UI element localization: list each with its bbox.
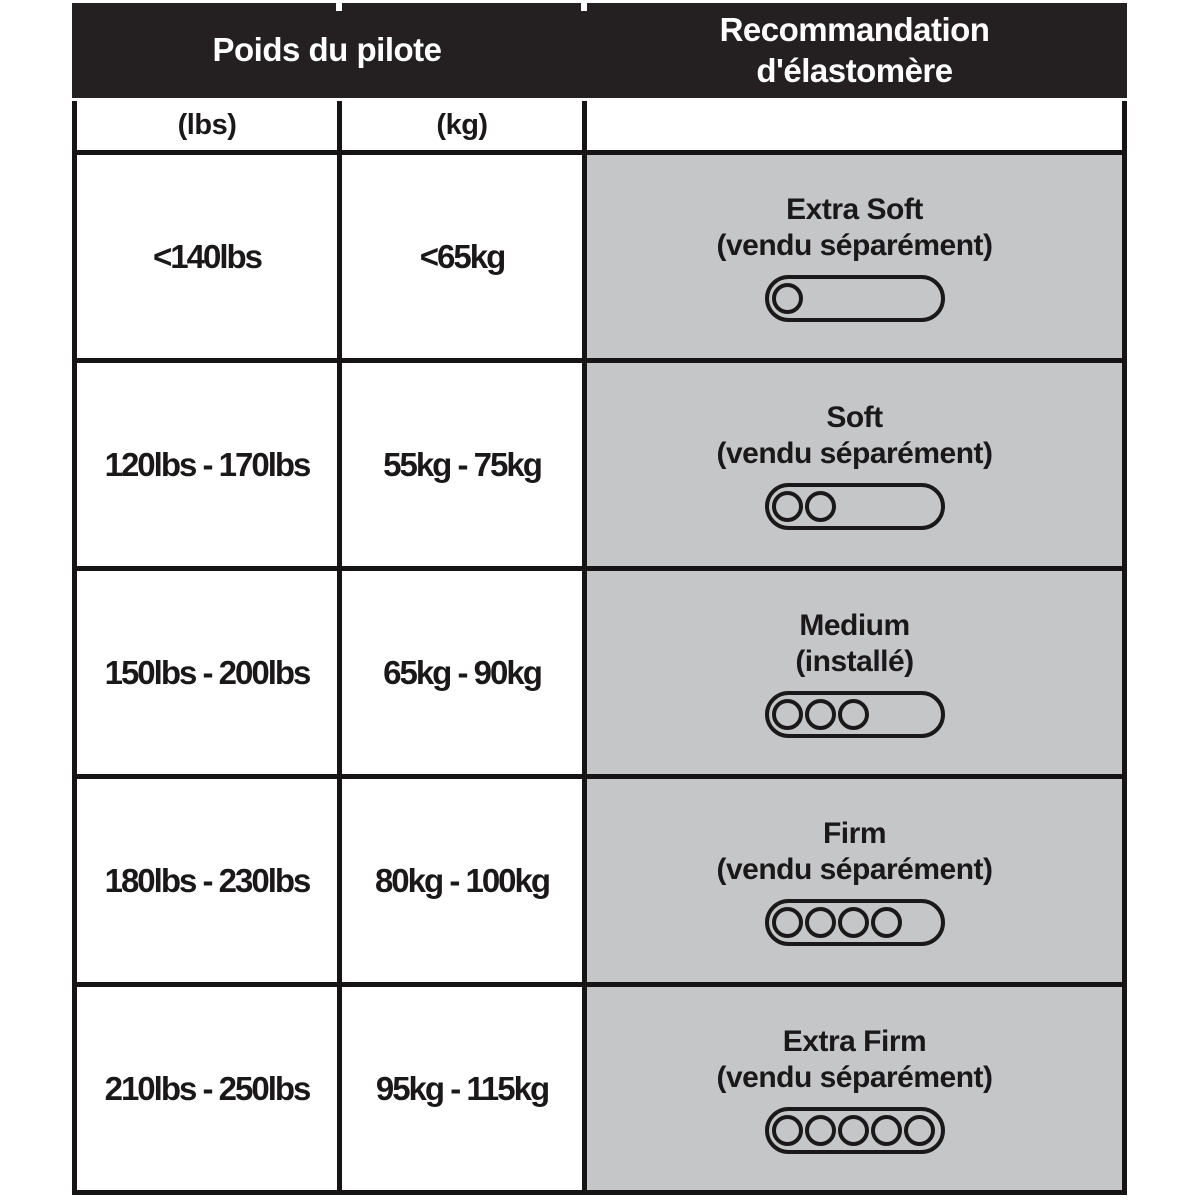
elastomer-circle [838,907,869,938]
column-divider-mark [336,3,342,11]
table-row-3-kg-cell [342,571,587,779]
table-row-5-kg-cell [342,987,587,1190]
elastomer-circle [838,1115,869,1146]
elastomer-circle [805,1115,836,1146]
weight-lbs-value: <140lbs [152,237,261,275]
elastomer-recommendation-table [72,3,1127,1195]
table-row-4-recommendation-cell [587,779,1122,987]
elastomer-circle [871,907,902,938]
table-row-4-lbs-cell [77,779,342,987]
elastomer-label: Extra Firm [782,1024,927,1058]
elastomer-circle [772,907,803,938]
header-rider-weight [72,3,582,98]
lbs-unit-label: (lbs) [177,109,237,141]
elastomer-circle [772,491,803,522]
elastomer-note: (vendu séparément) [716,1060,993,1094]
weight-kg-value: 55kg - 75kg [383,445,541,483]
table-row-4-kg-cell [342,779,587,987]
weight-lbs-value: 180lbs - 230lbs [104,861,310,899]
elastomer-note: (vendu séparément) [716,436,993,470]
elastomer-circle [805,907,836,938]
table-row-2-recommendation-cell [587,363,1122,571]
elastomer-note: (vendu séparément) [716,228,993,262]
elastomer-circle [871,1115,902,1146]
elastomer-circle [772,699,803,730]
weight-lbs-value: 120lbs - 170lbs [104,445,310,483]
weight-kg-value: 95kg - 115kg [375,1069,549,1107]
elastomer-circle [805,699,836,730]
table-header-bar [72,3,1127,98]
weight-lbs-value: 210lbs - 250lbs [104,1069,310,1107]
elastomer-pill-icon [765,691,945,738]
elastomer-circle [805,491,836,522]
elastomer-note: (vendu séparément) [716,852,993,886]
header-recommendation [582,3,1127,98]
table-row-3-recommendation-cell [587,571,1122,779]
table-row-2-lbs-cell [77,363,342,571]
elastomer-circle [772,1115,803,1146]
table-row-1-recommendation-cell [587,155,1122,363]
elastomer-pill-icon [765,1107,945,1154]
table-row-5-lbs-cell [77,987,342,1190]
subheader-kg-cell [342,101,587,155]
table-row-1-kg-cell [342,155,587,363]
elastomer-circle [838,699,869,730]
header-rider-weight-label: Poids du pilote [212,31,442,69]
table-row-1-lbs-cell [77,155,342,363]
weight-lbs-value: 150lbs - 200lbs [104,653,310,691]
elastomer-label: Firm [822,816,886,850]
elastomer-note: (installé) [795,644,914,678]
elastomer-pill-icon [765,899,945,946]
kg-unit-label: (kg) [436,109,488,141]
elastomer-circle [904,1115,935,1146]
subheader-empty-cell [587,101,1122,155]
table-row-3-lbs-cell [77,571,342,779]
elastomer-label: Soft [826,400,883,434]
table-row-2-kg-cell [342,363,587,571]
elastomer-label: Extra Soft [786,192,923,226]
weight-table-grid [72,101,1127,1195]
column-divider-mark [581,3,587,11]
elastomer-circle [772,283,803,314]
elastomer-label: Medium [799,608,910,642]
elastomer-pill-icon [765,275,945,322]
header-recommendation-label: Recommandation d'élastomère [719,11,990,89]
weight-kg-value: 80kg - 100kg [374,861,550,899]
weight-kg-value: <65kg [419,237,505,275]
table-row-5-recommendation-cell [587,987,1122,1190]
weight-kg-value: 65kg - 90kg [383,653,541,691]
elastomer-pill-icon [765,483,945,530]
subheader-lbs-cell [77,101,342,155]
